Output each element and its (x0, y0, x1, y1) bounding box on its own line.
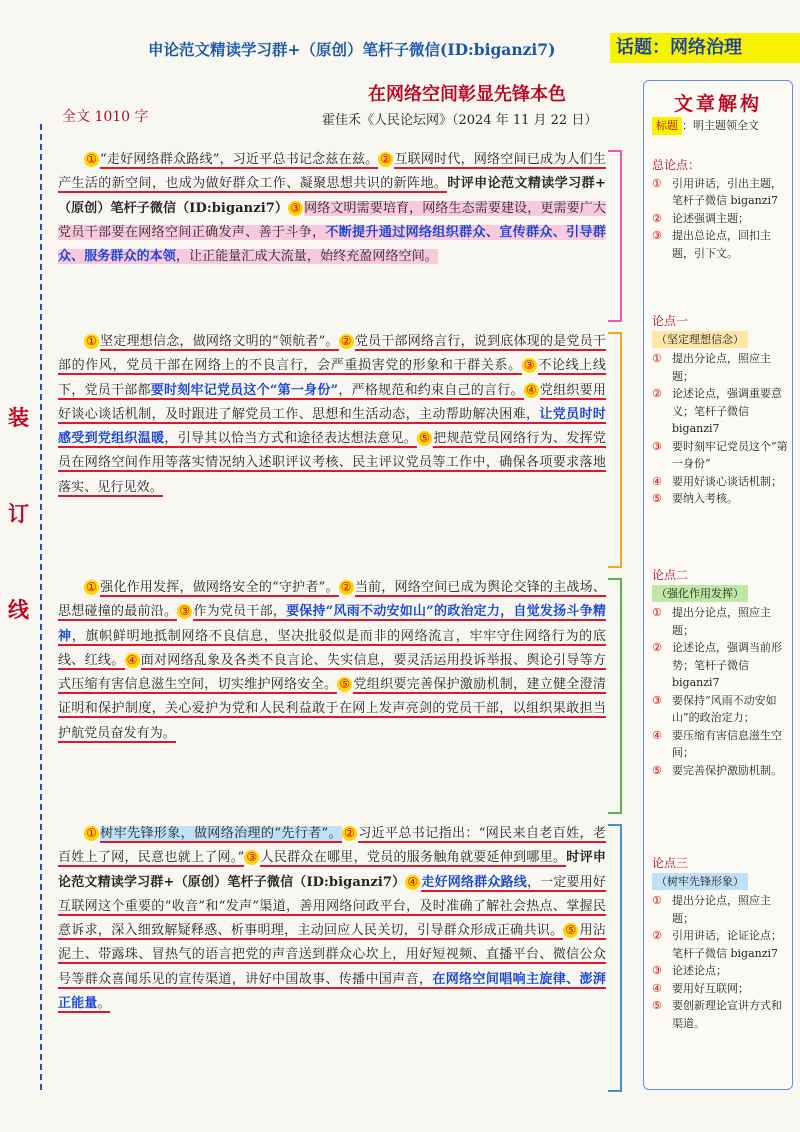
sentence-marker: ③ (177, 604, 192, 619)
panel-item-text: 提出总论点，回扣主题，引下文。 (672, 229, 771, 260)
paragraph-point-three (58, 822, 606, 1016)
binding-char: 订 (8, 501, 29, 526)
paragraph-text (58, 330, 606, 500)
panel-item-marker: ① (652, 894, 662, 907)
paragraph-text (58, 576, 606, 746)
panel-item (652, 490, 788, 508)
panel-section-subtitle: （强化作用发挥） (652, 585, 748, 603)
sentence: 强化作用发挥，做网络安全的“守护者”。 (100, 580, 339, 595)
panel-item (652, 604, 788, 639)
sentence: 。 (97, 996, 111, 1012)
panel-item (652, 473, 788, 491)
panel-item-marker: ⑤ (652, 763, 662, 777)
sentence: ，一定要用好互联网这个重要的“收音”和“发声”渠道，善用网络问政平台，及时准确了解社会热点、掌握民意诉求，深入细致解疑释惑、析事明理，主动回应人民关切，引导群众形成正确共识。 (58, 874, 606, 939)
sentence: 作为党员干部， (193, 604, 287, 620)
panel-item-text: 要用好互联网； (672, 981, 749, 995)
sentence: 党组织要完善保护激励机制，建立健全澄清证明和保护制度，关心爱护为党和人民利益敢于在网上发声亮剑的党员干部，以组织果敢担当护航党员奋发有为。 (58, 677, 606, 741)
panel-item-text: 引用讲话，论证论点；笔杆子微信 biganzi7 (672, 929, 782, 960)
sentence: 把规范党员网络行为、发挥党员在网络空间作用等落实情况纳入述职评议考核、民主评议党员等工作中，确保各项要求落地落实、见行见效。 (58, 431, 606, 495)
panel-item-text: 要创新理论宣讲方式和渠道。 (672, 999, 782, 1030)
paragraph-intro (58, 148, 606, 269)
panel-item (652, 927, 788, 962)
panel-item (652, 385, 788, 438)
sentence-marker: ② (339, 580, 354, 595)
panel-item-text: 提出分论点，照应主题； (672, 352, 771, 383)
sentence: ，引导其以恰当方式和途径表达想法意见。 (164, 431, 418, 447)
article-title: 在网络空间彰显先锋本色 (368, 84, 566, 105)
panel-item (652, 175, 788, 210)
sentence: 面对网络乱象及各类不良言论、失实信息，要灵活运用投诉举报、舆论引导等方式压缩有害信息滋生空间，切实维护网络安全。 (58, 652, 606, 693)
panel-section-one (652, 313, 788, 508)
brace-point-two (608, 578, 622, 814)
panel-item-marker: ③ (652, 693, 662, 707)
panel-item-text: 要时刻牢记党员这个“第一身份” (672, 439, 788, 470)
panel-item-text: 要压缩有害信息滋生空间； (672, 728, 782, 759)
panel-item-text: 提出分论点，照应主题； (672, 894, 771, 925)
sentence: 树牢先锋形象，做网络治理的“先行者”。 (100, 826, 342, 841)
panel-item-text: 要纳入考核。 (672, 492, 738, 505)
panel-item-marker: ① (652, 352, 662, 365)
panel-item-text: 要完善保护激励机制。 (672, 763, 782, 777)
panel-item (652, 962, 788, 980)
sentence: 网络文明需要培育，网络生态需要建设，更需要广大党员干部要在网络空间正确发声、善于斗争， (58, 200, 606, 240)
panel-item (652, 997, 788, 1032)
panel-item-text: 要用好谈心谈话机制； (672, 474, 782, 488)
panel-item-marker: ② (652, 211, 662, 225)
sentence: ，让正能量汇成大流量，始终充盈网络空间。 (175, 249, 438, 265)
sentence-marker: ③ (288, 201, 303, 216)
sentence: 不断提升通过网络组织群众、宣传群众、引导群众、服务群众的本领 (58, 224, 606, 265)
panel-item (652, 692, 788, 727)
binding-dashed-line (40, 124, 42, 1090)
panel-item-marker: ① (652, 176, 662, 190)
sentence: 不论线上线下，党员干部都 (58, 358, 606, 398)
panel-item-text: 提出分论点，照应主题； (672, 606, 771, 637)
panel-item-text: 论述论点，强调重要意义；笔杆子微信 biganzi7 (672, 387, 782, 435)
panel-item (652, 227, 788, 262)
panel-item (652, 762, 788, 780)
sentence: 时评申论范文精读学习群+（原创）笔杆子微信（ID:biganzi7） (58, 176, 606, 216)
paragraph-point-two (58, 576, 606, 746)
sentence: 党组织要用好谈心谈话机制，及时跟进了解党员工作、思想和生活动态，主动帮助解决困难， (58, 382, 606, 422)
panel-item (652, 980, 788, 998)
panel-item-marker: ② (652, 929, 662, 942)
panel-item (652, 727, 788, 762)
sentence-marker: ① (84, 580, 99, 595)
panel-section-two (652, 567, 788, 779)
panel-item-text: 论述强调主题； (672, 211, 749, 225)
panel-section-head: 论点三 (652, 856, 689, 870)
sentence: 在网络空间唱响主旋律、澎湃正能量 (58, 971, 606, 1012)
panel-item-text: 要保持“风雨不动安如山”的政治定力； (672, 693, 777, 724)
panel-section-subtitle: （坚定理想信念） (652, 331, 748, 349)
sentence: 时评申论范文精读学习群+（原创）笔杆子微信（ID:biganzi7） (58, 850, 606, 890)
sentence-marker: ⑤ (337, 677, 352, 692)
sentence-marker: ② (339, 334, 354, 349)
header-banner: 申论范文精读学习群+（原创）笔杆子微信(ID:biganzi7) (148, 40, 556, 59)
sentence-marker: ③ (244, 850, 259, 865)
sentence-marker: ④ (405, 875, 420, 890)
sentence: 要保持“风雨不动安如山”的政治定力，自觉发扬斗争精神 (58, 604, 606, 644)
title-desc: ：明主题领全文 (682, 119, 759, 132)
panel-item (652, 210, 788, 228)
sentence-marker: ① (84, 152, 99, 167)
sentence: ，旗帜鲜明地抵制网络不良信息，坚决批驳似是而非的网络流言，牢牢守住网络行为的底线、红线。 (58, 628, 606, 668)
binding-char: 装 (8, 405, 29, 430)
panel-item-marker: ③ (652, 439, 662, 453)
panel-section-three (652, 855, 788, 1032)
paragraph-text (58, 822, 606, 1016)
sentence: 坚定理想信念，做网络文明的“领航者”。 (100, 334, 339, 349)
panel-item (652, 892, 788, 927)
sentence-marker: ② (378, 152, 393, 167)
sentence: 要时刻牢记党员这个“第一身份” (150, 382, 339, 398)
sentence: 人民群众在哪里，党员的服务触角就要延伸到哪里。 (260, 850, 567, 866)
sentence-marker: ④ (524, 383, 539, 398)
binding-char: 线 (8, 597, 29, 622)
sentence-marker: ① (84, 826, 99, 841)
sentence: 互联网时代，网络空间已成为人们生产生活的新空间，也成为做好群众工作、凝聚思想共识的新阵地。 (58, 152, 606, 192)
panel-section-head: 总论点： (652, 158, 701, 172)
sentence: “走好网络群众路线”，习近平总书记念兹在兹。 (100, 152, 379, 167)
panel-item-marker: ① (652, 606, 662, 619)
sentence: 当前，网络空间已成为舆论交锋的主战场、思想碰撞的最前沿。 (58, 580, 606, 620)
sentence: 用沾泥土、带露珠、冒热气的语言把党的声音送到群众心坎上，用好短视频、直播平台、微信公众号等群众喜闻乐见的宣传渠道，讲好中国故事、传播中国声音， (58, 923, 606, 987)
panel-item (652, 350, 788, 385)
sentence-marker: ④ (125, 653, 140, 668)
sentence-marker: ⑤ (417, 431, 432, 446)
sentence-marker: ③ (522, 358, 537, 373)
structure-panel (643, 80, 793, 1090)
panel-section-head: 论点二 (652, 568, 689, 582)
sentence: 党员干部网络言行，说到底体现的是党员干部的作风，党员干部在网络上的不良言行，会严重损害党的形象和干群关系。 (58, 334, 606, 374)
panel-item-marker: ⑤ (652, 999, 662, 1012)
panel-item-marker: ⑤ (652, 492, 662, 505)
topic-badge: 话题：网络治理 (610, 33, 800, 63)
panel-item-text: 论述论点，强调当前形势；笔杆子微信 biganzi7 (672, 641, 782, 689)
panel-item-marker: ② (652, 387, 662, 400)
word-count: 全文 1010 字 (62, 109, 149, 125)
sentence: 走好网络群众路线 (421, 874, 527, 890)
sentence-marker: ① (84, 334, 99, 349)
sentence: ，严格规范和约束自己的言行。 (338, 382, 524, 398)
brace-point-three (608, 824, 622, 1092)
panel-section-subtitle: （树牢先锋形象） (652, 873, 748, 891)
panel-title-note (652, 117, 788, 135)
panel-item (652, 639, 788, 692)
panel-item-marker: ④ (652, 474, 662, 488)
sentence-marker: ⑤ (563, 923, 578, 938)
panel-item-marker: ③ (652, 964, 662, 977)
panel-item-marker: ② (652, 641, 662, 654)
title-tag: 标题 (652, 117, 682, 135)
panel-item (652, 438, 788, 473)
panel-item-marker: ④ (652, 728, 662, 742)
article-byline: 霍佳禾《人民论坛网》（2024 年 11 月 22 日） (322, 113, 598, 128)
sentence: 让党员时时感受到党组织温暖 (58, 406, 606, 447)
sentence-marker: ② (342, 826, 357, 841)
panel-section-intro (652, 157, 788, 262)
brace-point-one (608, 332, 622, 568)
sentence: 习近平总书记指出：“网民来自老百姓，老百姓上了网，民意也就上了网。” (58, 826, 606, 866)
panel-item-text: 论述论点； (672, 964, 727, 977)
panel-item-text: 引用讲话，引出主题，笔杆子微信 biganzi7 (672, 176, 782, 207)
brace-intro (608, 150, 622, 322)
paragraph-text (58, 148, 606, 269)
paragraph-point-one (58, 330, 606, 500)
panel-item-marker: ③ (652, 229, 662, 242)
panel-title: 文章解构 (673, 93, 762, 115)
panel-item-marker: ④ (652, 981, 662, 995)
panel-section-head: 论点一 (652, 314, 689, 328)
